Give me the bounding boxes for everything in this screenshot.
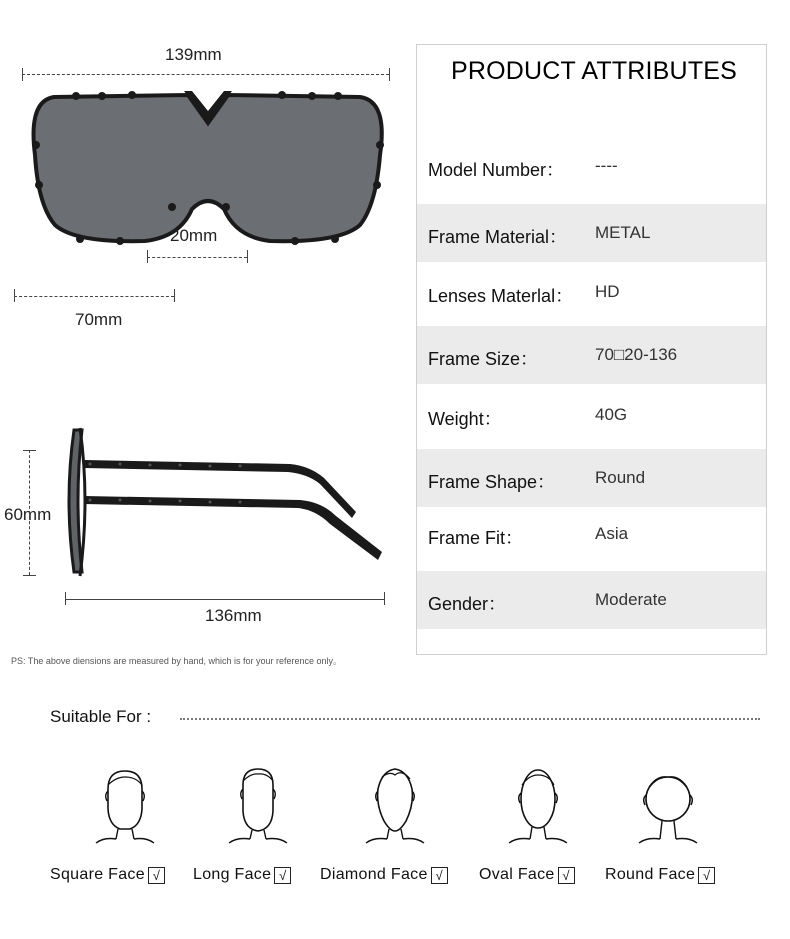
attr-value: 40G xyxy=(595,405,628,424)
check-icon: √ xyxy=(558,867,575,884)
face-name: Oval Face xyxy=(479,866,555,883)
product-attributes-panel xyxy=(416,44,767,655)
face-label-diamond xyxy=(320,866,448,884)
attr-value: 70□20-136 xyxy=(595,345,678,364)
lens-height-label: 60mm xyxy=(4,505,52,524)
attr-label: Model Number： xyxy=(428,160,565,180)
attr-label: Frame Size： xyxy=(428,349,539,369)
oval-face-icon xyxy=(507,765,569,845)
attr-value: ---- xyxy=(595,156,618,175)
lens-width-label: 70mm xyxy=(75,310,123,329)
face-name: Long Face xyxy=(193,866,272,883)
measurement-note: PS: The above diensions are measured by hand, which is for your reference only。 xyxy=(11,656,343,666)
lens-width-line xyxy=(14,296,174,297)
face-label-long xyxy=(193,866,291,884)
attr-row-frame-size xyxy=(417,326,766,384)
temple-length-label: 136mm xyxy=(205,606,262,625)
check-icon: √ xyxy=(698,867,715,884)
total-width-line xyxy=(22,74,389,75)
attr-value: Asia xyxy=(595,524,629,543)
temple-length-line xyxy=(65,599,384,600)
attr-row-lenses-material xyxy=(417,263,766,321)
check-icon: √ xyxy=(148,867,165,884)
face-name: Square Face xyxy=(50,866,145,883)
face-name: Round Face xyxy=(605,866,696,883)
check-icon: √ xyxy=(431,867,448,884)
suitable-for-label: Suitable For : xyxy=(50,707,152,726)
attr-value: HD xyxy=(595,282,620,301)
attr-row-gender xyxy=(417,571,766,629)
round-face-icon xyxy=(637,765,699,845)
attributes-title: PRODUCT ATTRIBUTES xyxy=(451,57,738,85)
attr-label: Weight： xyxy=(428,409,502,429)
attr-label: Lenses Materlal： xyxy=(428,286,574,306)
attr-row-model-number xyxy=(417,137,766,195)
total-width-label: 139mm xyxy=(165,45,222,64)
dotted-divider xyxy=(180,718,760,720)
sunglasses-side-image xyxy=(60,420,390,590)
face-name: Diamond Face xyxy=(320,866,428,883)
square-face-icon xyxy=(94,765,156,845)
attr-label: Frame Fit： xyxy=(428,528,524,548)
long-face-icon xyxy=(227,765,289,845)
attr-label: Frame Shape： xyxy=(428,472,556,492)
attr-row-frame-fit xyxy=(417,505,766,563)
bridge-line xyxy=(147,257,247,258)
diamond-face-icon xyxy=(364,765,426,845)
face-label-oval xyxy=(479,866,575,884)
attr-value: Round xyxy=(595,468,646,487)
attr-row-frame-shape xyxy=(417,449,766,507)
attr-label: Frame Material： xyxy=(428,227,568,247)
face-label-round xyxy=(605,866,715,884)
attr-row-weight xyxy=(417,386,766,444)
attr-label: Gender： xyxy=(428,594,507,614)
lens-height-line xyxy=(29,450,30,575)
attr-value: Moderate xyxy=(595,590,667,609)
attr-value: METAL xyxy=(595,223,651,242)
check-icon: √ xyxy=(274,867,291,884)
bridge-label: 20mm xyxy=(170,226,218,245)
face-label-square xyxy=(50,866,165,884)
attr-row-frame-material xyxy=(417,204,766,262)
